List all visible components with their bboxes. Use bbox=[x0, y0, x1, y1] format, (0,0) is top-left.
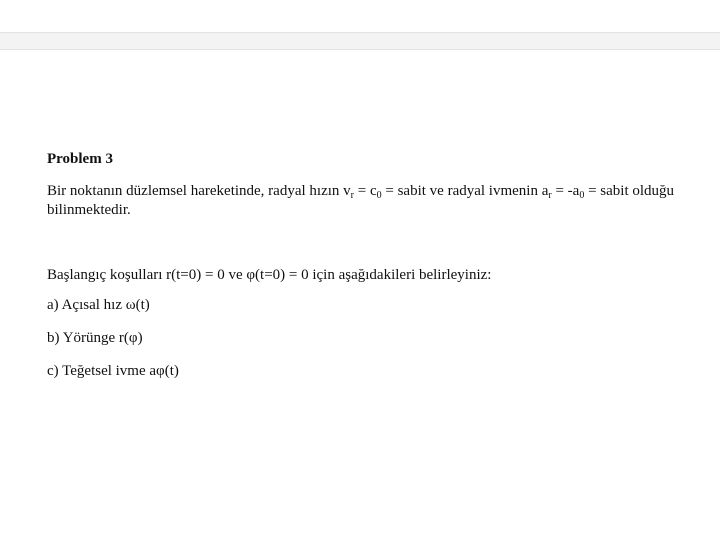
subscript-a0: 0 bbox=[579, 190, 585, 201]
question-b: b) Yörünge r(φ) bbox=[47, 330, 143, 346]
subscript-ar: r bbox=[548, 190, 552, 201]
subscript-vr: r bbox=[350, 190, 354, 201]
subscript-c0: 0 bbox=[376, 190, 382, 201]
top-strip bbox=[0, 0, 720, 32]
question-c: c) Teğetsel ivme aφ(t) bbox=[47, 363, 179, 379]
problem-statement bbox=[47, 182, 697, 220]
problem-title: Problem 3 bbox=[47, 151, 113, 167]
document-page bbox=[0, 50, 720, 560]
statement-text-3: = sabit ve radyal ivmenin a bbox=[381, 183, 549, 199]
toolbar-band bbox=[0, 32, 720, 50]
question-a: a) Açısal hız ω(t) bbox=[47, 297, 150, 313]
statement-text-1: Bir noktanın düzlemsel hareketinde, radyal hızın v bbox=[47, 183, 351, 199]
statement-text-2: = c bbox=[354, 183, 377, 199]
statement-text-5: = sabit olduğu bilinmektedir. bbox=[47, 183, 675, 218]
initial-conditions: Başlangıç koşulları r(t=0) = 0 ve φ(t=0) = 0 için aşağıdakileri belirleyiniz: bbox=[47, 267, 492, 283]
statement-text-4: = -a bbox=[551, 183, 580, 199]
